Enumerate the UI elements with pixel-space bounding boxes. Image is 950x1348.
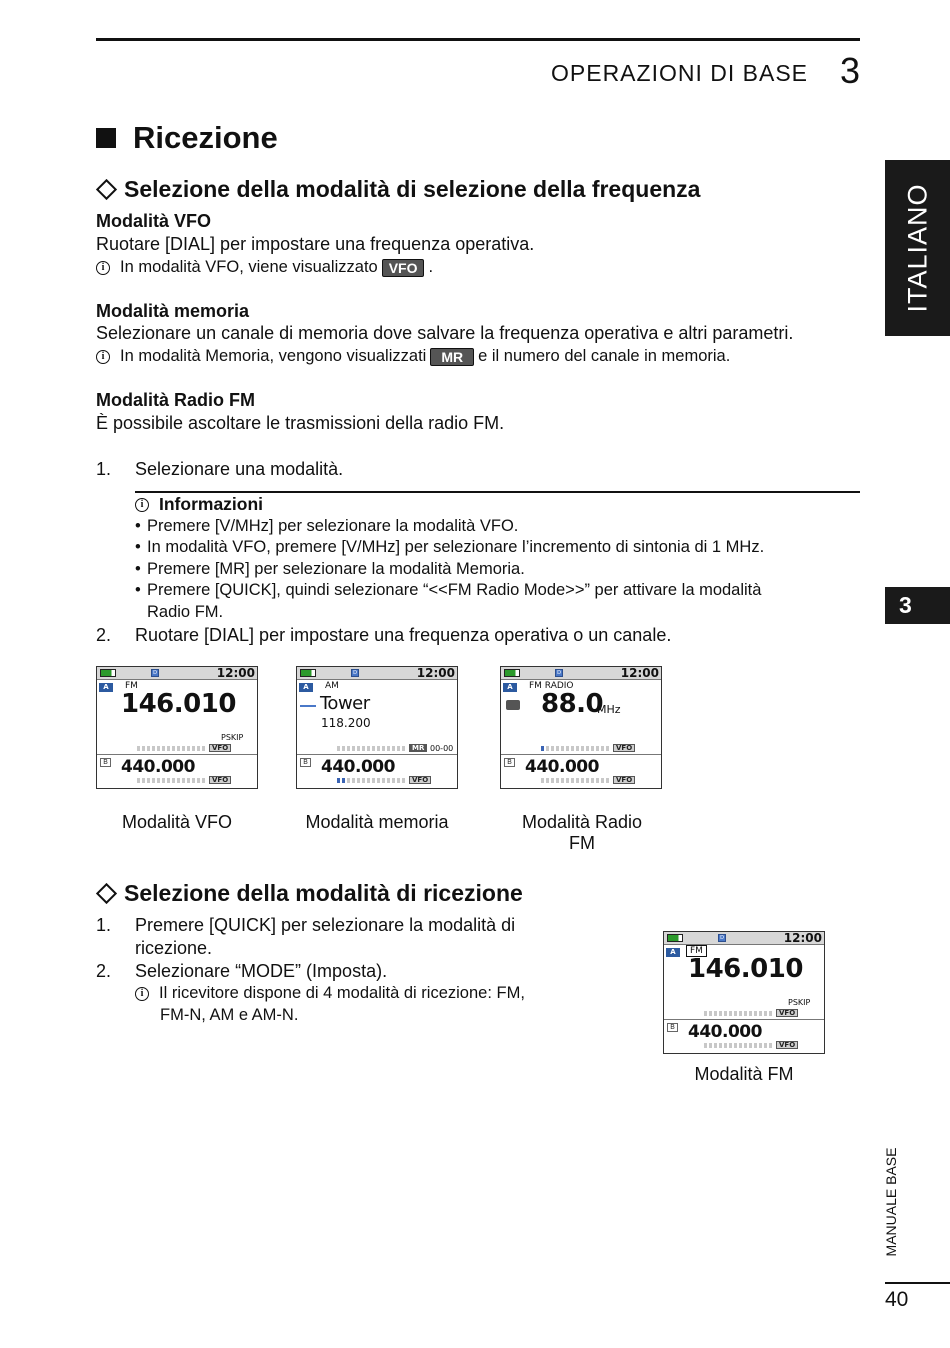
signal-meter-b — [137, 778, 205, 783]
band-b-label: B — [300, 758, 311, 767]
vfo-note — [96, 258, 433, 277]
mode-label: FM RADIO — [529, 681, 574, 691]
info-bullet: • Premere [QUICK], quindi selezionare “<<FM Radio Mode>>” per attivare la modalità — [135, 581, 762, 599]
signal-level — [541, 746, 546, 751]
step-text: Selezionare “MODE” (Imposta). — [135, 961, 388, 981]
page-number-rule — [885, 1282, 950, 1284]
signal-meter — [704, 1011, 772, 1016]
receive-mode-note-continuation: FM-N, AM e AM-N. — [160, 1006, 299, 1024]
airplane-icon — [300, 697, 316, 707]
frequency-unit: MHz — [597, 703, 621, 716]
band-b-label: B — [667, 1023, 678, 1032]
info-icon: i — [96, 261, 110, 275]
vfo-tag: VFO — [776, 1009, 798, 1017]
step-text: Ruotare [DIAL] per impostare una frequenza operativa o un canale. — [135, 625, 672, 645]
mode-label-selected: FM — [686, 945, 707, 957]
frequency: 146.010 — [121, 689, 236, 719]
band-a-label: A — [666, 948, 680, 957]
info-bullet-continuation: Radio FM. — [147, 603, 224, 621]
radio-icon — [506, 700, 520, 710]
signal-meter — [337, 746, 405, 751]
vfo-text: Ruotare [DIAL] per impostare una frequenza operativa. — [96, 234, 535, 254]
sd-card-icon: D — [718, 934, 726, 942]
subsection-title — [96, 176, 700, 203]
mr-badge: MR — [430, 348, 474, 366]
step-text: Premere [QUICK] per selezionare la modalità di — [135, 915, 516, 935]
page-number: 40 — [885, 1288, 909, 1311]
manual-label-text: MANUALE BASE — [883, 1147, 899, 1257]
vfo-tag: VFO — [613, 744, 635, 752]
info-bullet-text: Premere [V/MHz] per selezionare la modalità VFO. — [147, 517, 519, 535]
header-rule — [96, 38, 860, 41]
memory-name: Tower — [320, 693, 370, 714]
chapter-tab: 3 — [885, 587, 950, 624]
lcd-fm — [663, 931, 825, 1054]
vfo-badge: VFO — [382, 259, 425, 277]
pskip-label: PSKIP — [788, 998, 811, 1007]
signal-meter-b — [337, 778, 405, 783]
vfo-tag-b: VFO — [776, 1041, 798, 1049]
caption-line: FM — [569, 833, 595, 853]
info-icon: i — [135, 498, 149, 512]
band-a-label: A — [299, 683, 313, 692]
signal-meter-b — [704, 1043, 772, 1048]
vfo-tag: VFO — [209, 744, 231, 752]
chapter-number: 3 — [839, 50, 860, 91]
caption-line: Modalità Radio — [521, 812, 643, 832]
pskip-label: PSKIP — [221, 733, 244, 742]
step-number: 2. — [96, 625, 112, 645]
info-bullet: • In modalità VFO, premere [V/MHz] per selezionare l’incremento di sintonia di 1 MHz. — [135, 538, 765, 556]
signal-meter-b — [541, 778, 609, 783]
band-b-label: B — [504, 758, 515, 767]
signal-meter — [541, 746, 609, 751]
band-separator — [501, 754, 661, 755]
subsection-title-text: Selezione della modalità di selezione della frequenza — [124, 176, 701, 202]
step-text: Selezionare una modalità. — [135, 459, 344, 479]
memory-note-end: e il numero del canale in memoria. — [478, 347, 731, 365]
battery-icon — [100, 669, 116, 677]
battery-icon — [504, 669, 520, 677]
diamond-icon — [96, 179, 117, 200]
memory-text: Selezionare un canale di memoria dove salvare la frequenza operativa e altri parametri. — [96, 323, 794, 343]
info-icon: i — [96, 350, 110, 364]
memory-note-text: In modalità Memoria, vengono visualizzati — [120, 347, 427, 365]
frequency: 88.0 — [541, 689, 604, 719]
frequency-b: 440.000 — [525, 757, 599, 777]
channel-number: 00-00 — [430, 744, 454, 753]
vfo-tag-b: VFO — [209, 776, 231, 784]
language-tab — [885, 160, 950, 336]
band-a-label: A — [99, 683, 113, 692]
info-bullet-text: In modalità VFO, premere [V/MHz] per selezionare l’incremento di sintonia di 1 MHz. — [147, 538, 765, 556]
caption-fm: Modalità FM — [694, 1064, 794, 1084]
clock: 12:00 — [416, 666, 455, 680]
frequency-b: 440.000 — [121, 757, 195, 777]
sd-card-icon: D — [351, 669, 359, 677]
info-bullet: • Premere [MR] per selezionare la modalità Memoria. — [135, 560, 525, 578]
caption-fm-radio — [482, 812, 682, 854]
info-title-text: Informazioni — [159, 494, 264, 514]
section-title-text: Ricezione — [133, 120, 278, 155]
signal-level — [337, 778, 345, 783]
caption-vfo: Modalità VFO — [121, 812, 233, 832]
manual-label — [876, 1140, 906, 1264]
info-bullet-text: Premere [MR] per selezionare la modalità Memoria. — [147, 560, 525, 578]
info-title — [135, 494, 263, 515]
vfo-note-text: In modalità VFO, viene visualizzato — [120, 258, 378, 276]
vfo-tag-b: VFO — [409, 776, 431, 784]
info-bullet: • Premere [V/MHz] per selezionare la modalità VFO. — [135, 517, 519, 535]
frequency-b: 440.000 — [321, 757, 395, 777]
language-tab-label: ITALIANO — [902, 183, 932, 313]
lcd-vfo — [96, 666, 258, 789]
band-separator — [664, 1019, 824, 1020]
receive-mode-note — [135, 984, 525, 1003]
sd-card-icon: D — [151, 669, 159, 677]
vfo-note-end: . — [428, 258, 434, 276]
step-number: 2. — [96, 961, 112, 981]
band-a-label: A — [503, 683, 517, 692]
subsection-title — [96, 880, 523, 907]
mode-label: AM — [325, 681, 339, 691]
vfo-heading: Modalità VFO — [96, 211, 212, 231]
caption-memory: Modalità memoria — [305, 812, 449, 832]
subsection-title-text: Selezione della modalità di ricezione — [124, 880, 523, 906]
lcd-memory — [296, 666, 458, 789]
clock: 12:00 — [783, 931, 822, 945]
frequency-b: 440.000 — [688, 1022, 762, 1042]
fm-radio-text: È possibile ascoltare le trasmissioni della radio FM. — [96, 413, 505, 433]
info-icon: i — [135, 987, 149, 1001]
vfo-tag-b: VFO — [613, 776, 635, 784]
band-separator — [97, 754, 257, 755]
note-text: Il ricevitore dispone di 4 modalità di ricezione: FM, — [159, 984, 525, 1002]
info-rule — [135, 491, 860, 493]
mr-tag: MR — [409, 744, 427, 752]
battery-icon — [667, 934, 683, 942]
section-title — [96, 120, 278, 156]
battery-icon — [300, 669, 316, 677]
frequency: 118.200 — [321, 716, 371, 730]
lcd-fm-radio — [500, 666, 662, 789]
step-number: 1. — [96, 459, 112, 479]
clock: 12:00 — [216, 666, 255, 680]
frequency: 146.010 — [688, 954, 803, 984]
fm-radio-heading: Modalità Radio FM — [96, 390, 255, 410]
mode-label: FM — [125, 681, 138, 691]
step-text-continuation: ricezione. — [135, 938, 213, 958]
info-bullet-text: Premere [QUICK], quindi selezionare “<<FM Radio Mode>>” per attivare la modalità — [147, 581, 762, 599]
signal-meter — [137, 746, 205, 751]
memory-heading: Modalità memoria — [96, 301, 250, 321]
band-separator — [297, 754, 457, 755]
square-bullet-icon — [96, 128, 116, 148]
sd-card-icon: D — [555, 669, 563, 677]
chapter-title: OPERAZIONI DI BASE — [551, 60, 808, 86]
clock: 12:00 — [620, 666, 659, 680]
memory-note — [96, 347, 730, 366]
diamond-icon — [96, 883, 117, 904]
step-number: 1. — [96, 915, 112, 935]
band-b-label: B — [100, 758, 111, 767]
